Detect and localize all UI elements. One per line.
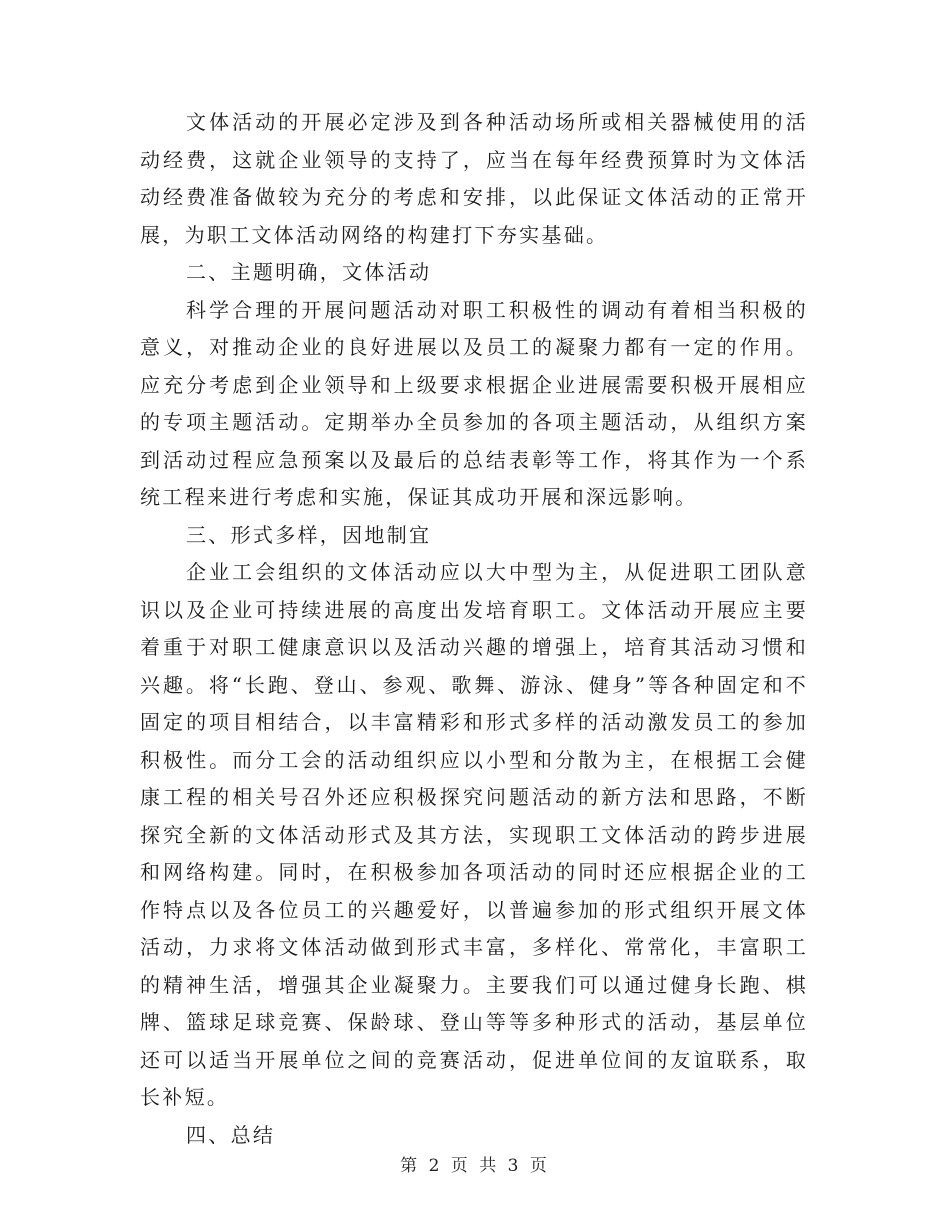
paragraph-themes: 科学合理的开展问题活动对职工积极性的调动有着相当积极的意义，对推动企业的良好进展以及员工的凝聚力都有一定的作用。应充分考虑到企业领导和上级要求根据企业进展需要积极开展相应的专项主题活动。定期举办全员参加的各项主题活动，从组织方案到活动过程应急预案以及最后的总结表彰等工作，将其作为一个系统工程来进行考虑和实施，保证其成功开展和深远影响。 <box>140 297 808 509</box>
section-heading-3: 三、形式多样，因地制宜 <box>186 522 432 547</box>
section-heading-4: 四、总结 <box>186 1122 276 1147</box>
paragraph-funding: 文体活动的开展必定涉及到各种活动场所或相关器械使用的活动经费，这就企业领导的支持了，应当在每年经费预算时为文体活动经费准备做较为充分的考虑和安排，以此保证文体活动的正常开展，为职工文体活动网络的构建打下夯实基础。 <box>140 110 808 247</box>
paragraph-forms: 企业工会组织的文体活动应以大中型为主，从促进职工团队意识以及企业可持续进展的高度出发培育职工。文体活动开展应主要着重于对职工健康意识以及活动兴趣的增强上，培育其活动习惯和兴趣。将“长跑、登山、参观、歌舞、游泳、健身”等各种固定和不固定的项目相结合，以丰富精彩和形式多样的活动激发员工的参加积极性。而分工会的活动组织应以小型和分散为主，在根据工会健康工程的相关号召外还应积极探究问题活动的新方法和思路，不断探究全新的文体活动形式及其方法，实现职工文体活动的跨步进展和网络构建。同时，在积极参加各项活动的同时还应根据企业的工作特点以及各位员工的兴趣爱好，以普遍参加的形式组织开展文体活动，力求将文体活动做到形式丰富，多样化、常常化，丰富职工的精神生活，增强其企业凝聚力。主要我们可以通过健身长跑、棋牌、篮球足球竞赛、保龄球、登山等等多种形式的活动，基层单位还可以适当开展单位之间的竞赛活动，促进单位间的友谊联系，取长补短。 <box>140 560 808 1109</box>
document-body <box>140 104 808 1154</box>
section-heading-2: 二、主题明确，文体活动 <box>186 260 432 284</box>
page-number-footer: 第 2 页 共 3 页 <box>400 1156 550 1176</box>
